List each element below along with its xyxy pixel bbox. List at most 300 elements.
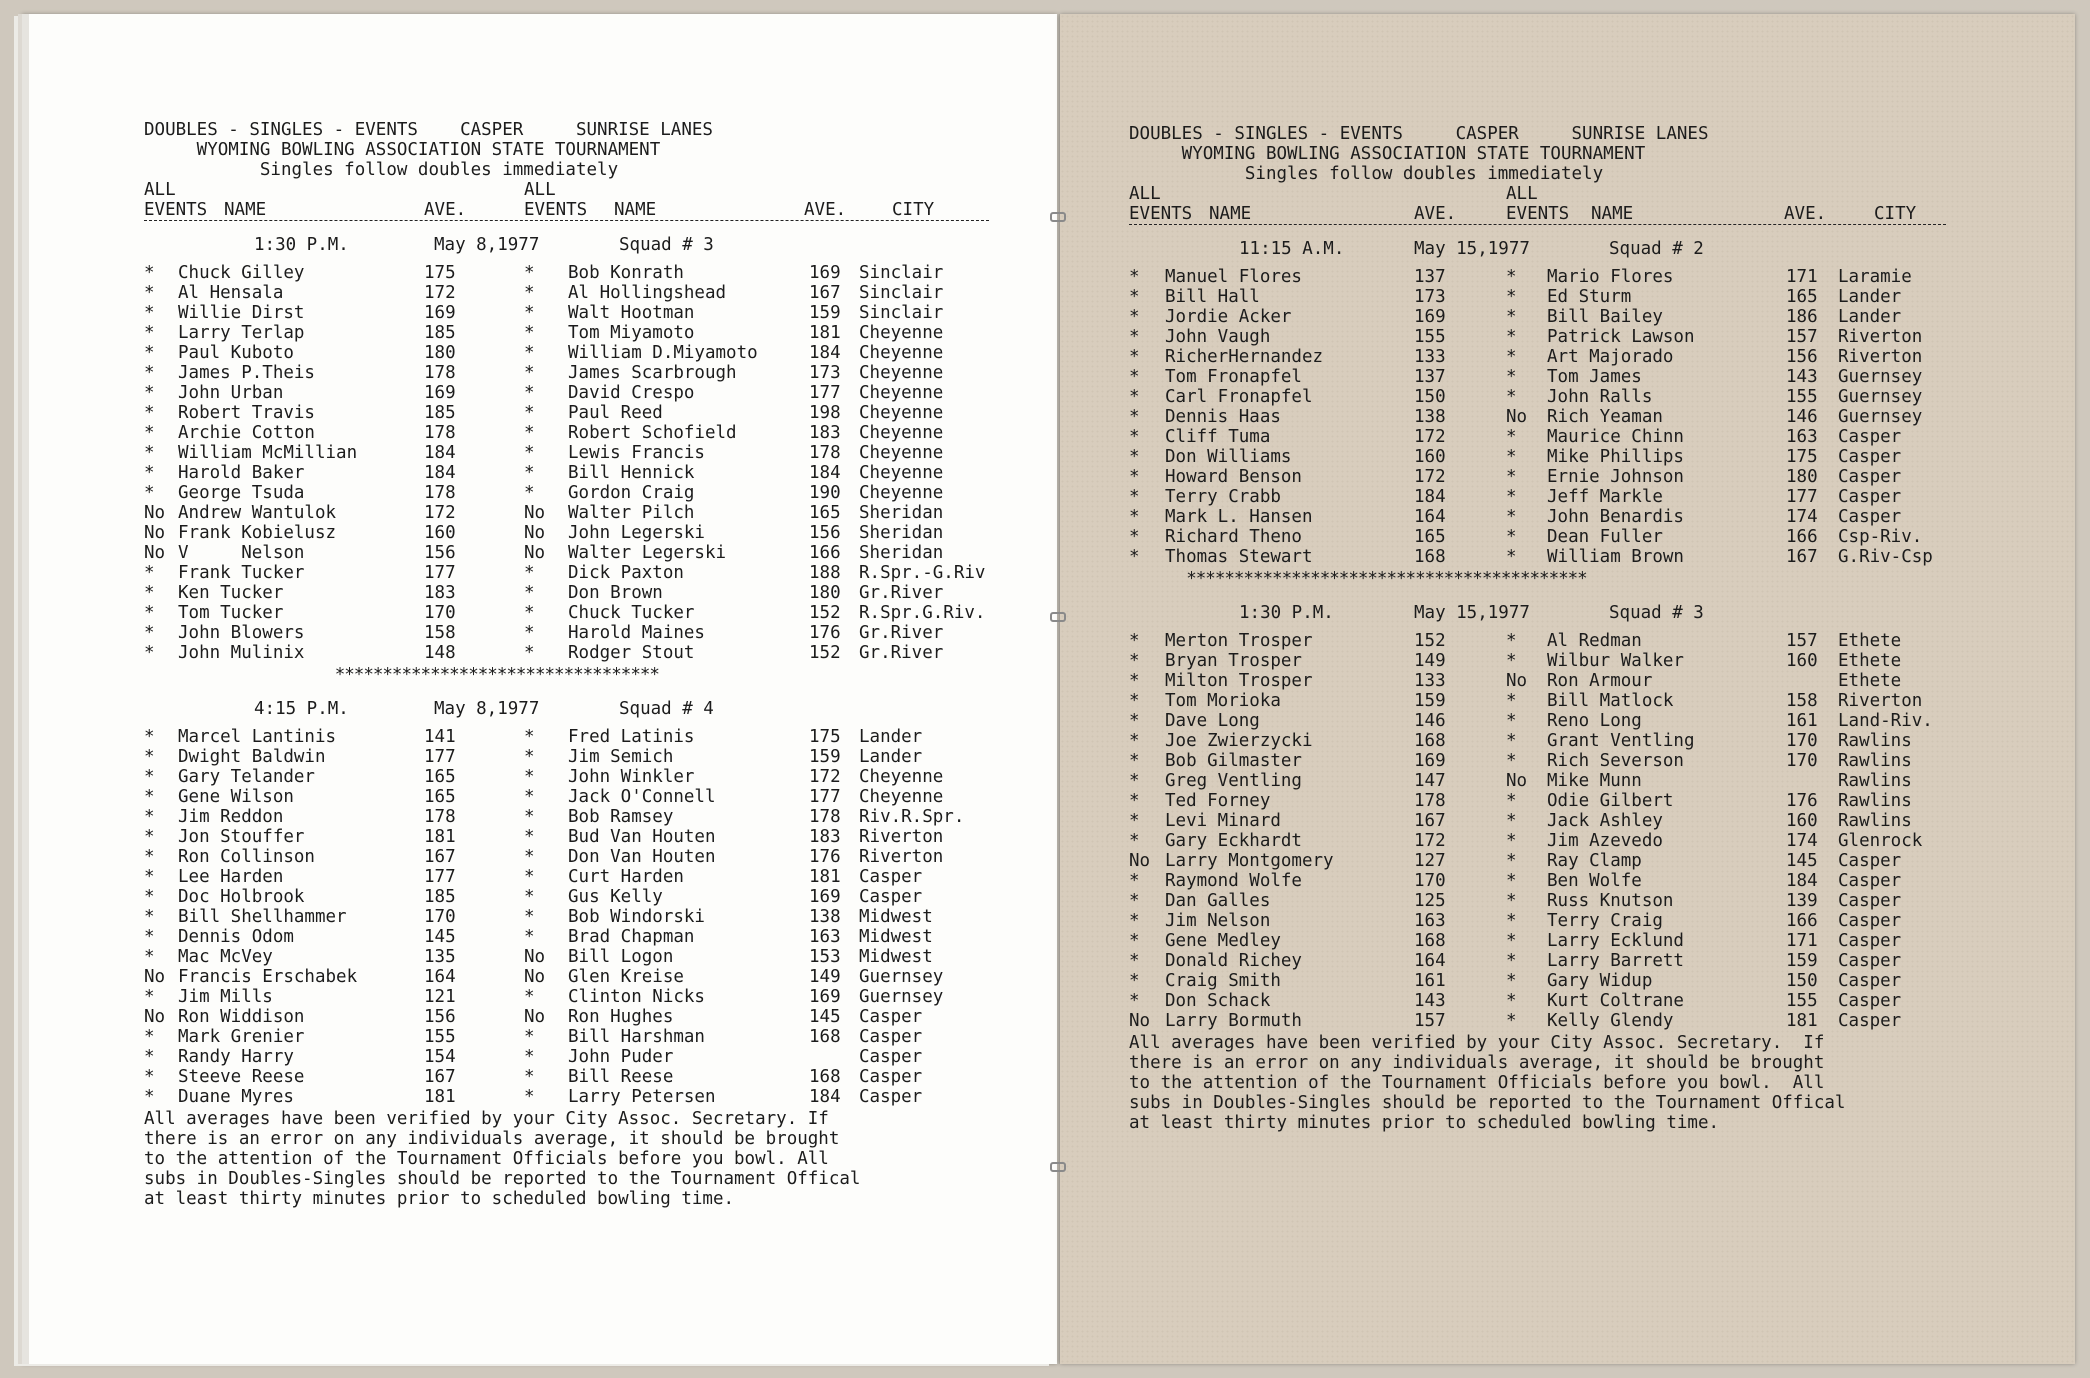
all-events-1: *	[1129, 387, 1140, 407]
average-1: 156	[424, 1007, 456, 1027]
bowler-name-1: Dave Long	[1165, 711, 1260, 731]
city: Casper	[1838, 851, 1902, 871]
all-events-1: *	[144, 363, 155, 383]
bowler-name-2: Ed Sturm	[1547, 287, 1632, 307]
all-events-1: *	[144, 847, 155, 867]
average-2: 184	[1786, 871, 1818, 891]
staple-middle	[1050, 612, 1066, 622]
bowler-name-2: Gary Widup	[1547, 971, 1653, 991]
footer-line: there is an error on any individuals average, it should be brought	[144, 1129, 840, 1149]
bowler-name-1: Donald Richey	[1165, 951, 1302, 971]
all-events-2: *	[524, 867, 535, 887]
bowler-row	[144, 383, 989, 403]
bowler-name-1: Dennis Odom	[178, 927, 294, 947]
all-events-1: *	[1129, 447, 1140, 467]
average-1: 165	[424, 767, 456, 787]
city: Casper	[1838, 991, 1902, 1011]
all-events-2: No	[524, 967, 546, 987]
city: Riv.R.Spr.	[859, 807, 965, 827]
all-events-2: *	[1506, 951, 1517, 971]
city: R.Spr.G.Riv.	[859, 603, 986, 623]
average-1: 169	[1414, 751, 1446, 771]
all-events-1: No	[144, 523, 166, 543]
city: G.Riv-Csp	[1838, 547, 1933, 567]
city: Glenrock	[1838, 831, 1923, 851]
average-1: 167	[1414, 811, 1446, 831]
bowler-name-2: Don Van Houten	[568, 847, 716, 867]
bowler-name-1: Archie Cotton	[178, 423, 315, 443]
all-events-2: No	[524, 947, 546, 967]
average-1: 181	[424, 1087, 456, 1107]
average-1: 178	[424, 807, 456, 827]
bowler-name-1: Jordie Acker	[1165, 307, 1292, 327]
bowler-name-1: William McMillian	[178, 443, 358, 463]
average-1: 184	[424, 443, 456, 463]
average-2: 183	[809, 423, 841, 443]
average-2: 152	[809, 603, 841, 623]
average-2: 177	[1786, 487, 1818, 507]
footer-line: All averages have been verified by your City Assoc. Secretary. If	[1129, 1033, 1825, 1053]
bowler-name-2: Bill Harshman	[568, 1027, 705, 1047]
squad-date: May 8,1977	[434, 699, 540, 719]
average-2: 160	[1786, 811, 1818, 831]
footer-line: at least thirty minutes prior to scheduled bowling time.	[144, 1189, 735, 1209]
column-heading-all1: ALL	[1129, 184, 1161, 204]
bowler-name-2: Bill Matlock	[1547, 691, 1674, 711]
city: Rawlins	[1838, 751, 1912, 771]
heading-rule	[1129, 224, 1946, 225]
bowler-name-2: John Puder	[568, 1047, 674, 1067]
all-events-1: *	[144, 423, 155, 443]
average-1: 160	[1414, 447, 1446, 467]
average-1: 156	[424, 543, 456, 563]
all-events-1: *	[1129, 891, 1140, 911]
city: Cheyenne	[859, 403, 944, 423]
city: Riverton	[1838, 327, 1923, 347]
average-1: 141	[424, 727, 456, 747]
average-1: 184	[424, 463, 456, 483]
average-1: 158	[424, 623, 456, 643]
squad-heading	[1129, 239, 1946, 259]
bowler-row	[1129, 951, 1946, 971]
average-2: 166	[1786, 527, 1818, 547]
average-2: 159	[809, 747, 841, 767]
bowler-name-1: Frank Tucker	[178, 563, 305, 583]
average-1: 133	[1414, 671, 1446, 691]
squad-time: 1:30 P.M.	[254, 235, 349, 255]
all-events-1: No	[144, 1007, 166, 1027]
separator-stars: ******************************************	[1129, 569, 1587, 589]
city: Cheyenne	[859, 383, 944, 403]
bowler-name-2: Art Majorado	[1547, 347, 1674, 367]
city: Sinclair	[859, 283, 944, 303]
all-events-1: *	[1129, 671, 1140, 691]
average-2: 143	[1786, 367, 1818, 387]
average-1: 148	[424, 643, 456, 663]
right-page	[1060, 14, 2075, 1364]
bowler-name-2: John Legerski	[568, 523, 705, 543]
average-1: 161	[1414, 971, 1446, 991]
bowler-name-2: Fred Latinis	[568, 727, 695, 747]
squad-time: 11:15 A.M.	[1239, 239, 1345, 259]
city: Midwest	[859, 927, 933, 947]
all-events-2: *	[1506, 507, 1517, 527]
bowler-name-1: Robert Travis	[178, 403, 315, 423]
all-events-2: *	[524, 907, 535, 927]
bowler-name-1: Tom Tucker	[178, 603, 284, 623]
average-1: 170	[1414, 871, 1446, 891]
all-events-1: *	[144, 1087, 155, 1107]
average-1: 149	[1414, 651, 1446, 671]
all-events-2: *	[1506, 287, 1517, 307]
average-1: 147	[1414, 771, 1446, 791]
bowler-name-1: Tom Morioka	[1165, 691, 1281, 711]
all-events-1: *	[1129, 691, 1140, 711]
bowler-row	[1129, 651, 1946, 671]
city: Gr.River	[859, 643, 944, 663]
average-1: 157	[1414, 1011, 1446, 1031]
bowler-name-1: Francis Erschabek	[178, 967, 358, 987]
bowler-name-2: Clinton Nicks	[568, 987, 705, 1007]
all-events-2: *	[1506, 731, 1517, 751]
all-events-1: *	[1129, 487, 1140, 507]
all-events-1: No	[144, 967, 166, 987]
bowler-row	[144, 787, 989, 807]
all-events-1: *	[144, 867, 155, 887]
bowler-name-1: Gene Medley	[1165, 931, 1281, 951]
average-1: 143	[1414, 991, 1446, 1011]
all-events-1: *	[1129, 327, 1140, 347]
average-2: 184	[809, 343, 841, 363]
all-events-2: *	[1506, 891, 1517, 911]
all-events-2: No	[1506, 407, 1528, 427]
bowler-row	[144, 827, 989, 847]
city: Guernsey	[1838, 367, 1923, 387]
bowler-row	[1129, 991, 1946, 1011]
bowler-row	[1129, 971, 1946, 991]
bowler-row	[1129, 811, 1946, 831]
average-2: 163	[1786, 427, 1818, 447]
average-1: 160	[424, 523, 456, 543]
header-line: DOUBLES - SINGLES - EVENTS CASPER SUNRISE LANES	[144, 120, 713, 140]
bowler-name-2: Brad Chapman	[568, 927, 695, 947]
all-events-1: *	[1129, 267, 1140, 287]
squad-heading	[1129, 603, 1946, 623]
all-events-2: *	[524, 443, 535, 463]
bowler-row	[144, 1047, 989, 1067]
average-1: 127	[1414, 851, 1446, 871]
all-events-1: *	[144, 283, 155, 303]
average-1: 170	[424, 907, 456, 927]
bowler-name-1: Chuck Gilley	[178, 263, 305, 283]
bowler-row	[144, 927, 989, 947]
all-events-2: *	[1506, 1011, 1517, 1031]
average-2: 190	[809, 483, 841, 503]
bowler-name-1: Greg Ventling	[1165, 771, 1302, 791]
city: Cheyenne	[859, 343, 944, 363]
all-events-1: *	[1129, 911, 1140, 931]
column-heading-events2: EVENTS	[1506, 204, 1570, 224]
all-events-1: *	[144, 303, 155, 323]
header-line: WYOMING BOWLING ASSOCIATION STATE TOURNAMENT	[1129, 144, 1646, 164]
squad-number: Squad # 2	[1609, 239, 1704, 259]
all-events-2: *	[1506, 631, 1517, 651]
all-events-1: *	[144, 747, 155, 767]
city: Ethete	[1838, 671, 1902, 691]
bowler-name-2: Patrick Lawson	[1547, 327, 1695, 347]
average-2: 175	[1786, 447, 1818, 467]
squad-number: Squad # 3	[619, 235, 714, 255]
bowler-row	[144, 323, 989, 343]
average-2: 180	[1786, 467, 1818, 487]
heading-rule	[144, 220, 989, 221]
bowler-row	[144, 807, 989, 827]
bowler-row	[1129, 287, 1946, 307]
bowler-name-2: Terry Craig	[1547, 911, 1663, 931]
bowler-name-2: Jeff Markle	[1547, 487, 1663, 507]
bowler-name-1: Larry Bormuth	[1165, 1011, 1302, 1031]
average-1: 169	[424, 303, 456, 323]
bowler-name-1: John Urban	[178, 383, 284, 403]
all-events-2: *	[1506, 487, 1517, 507]
average-2: 161	[1786, 711, 1818, 731]
bowler-row	[1129, 851, 1946, 871]
all-events-2: *	[524, 767, 535, 787]
bowler-name-1: Jim Reddon	[178, 807, 284, 827]
bowler-row	[144, 867, 989, 887]
bowler-name-2: James Scarbrough	[568, 363, 737, 383]
bowler-name-1: John Vaugh	[1165, 327, 1271, 347]
city: Lander	[1838, 307, 1902, 327]
all-events-1: *	[144, 1027, 155, 1047]
all-events-1: *	[1129, 347, 1140, 367]
bowler-name-1: Howard Benson	[1165, 467, 1302, 487]
squad-number: Squad # 3	[1609, 603, 1704, 623]
bowler-row	[144, 303, 989, 323]
bowler-row	[144, 623, 989, 643]
city: Cheyenne	[859, 323, 944, 343]
bowler-name-1: John Blowers	[178, 623, 305, 643]
city: Rawlins	[1838, 771, 1912, 791]
average-1: 185	[424, 887, 456, 907]
footer-note	[1129, 1033, 1946, 1133]
average-2: 174	[1786, 831, 1818, 851]
all-events-2: No	[524, 1007, 546, 1027]
city: Casper	[1838, 507, 1902, 527]
bowler-name-1: Bryan Trosper	[1165, 651, 1302, 671]
bowler-name-1: Tom Fronapfel	[1165, 367, 1302, 387]
bowler-row	[144, 947, 989, 967]
bowler-name-2: Mike Phillips	[1547, 447, 1684, 467]
all-events-1: *	[144, 827, 155, 847]
city: Sheridan	[859, 523, 944, 543]
bowler-row	[144, 747, 989, 767]
city: Csp-Riv.	[1838, 527, 1923, 547]
city: Casper	[1838, 447, 1902, 467]
bowler-name-2: Tom James	[1547, 367, 1642, 387]
bowler-row	[1129, 671, 1946, 691]
all-events-1: No	[144, 543, 166, 563]
bowler-row	[144, 443, 989, 463]
squad-heading	[144, 235, 989, 255]
all-events-1: *	[144, 463, 155, 483]
average-2: 174	[1786, 507, 1818, 527]
average-2: 157	[1786, 327, 1818, 347]
all-events-1: *	[144, 563, 155, 583]
average-1: 180	[424, 343, 456, 363]
average-1: 181	[424, 827, 456, 847]
bowler-name-2: William D.Miyamoto	[568, 343, 758, 363]
all-events-1: *	[1129, 307, 1140, 327]
all-events-1: *	[1129, 651, 1140, 671]
average-2: 172	[809, 767, 841, 787]
city: Casper	[859, 1087, 923, 1107]
all-events-2: *	[1506, 467, 1517, 487]
bowler-name-1: Terry Crabb	[1165, 487, 1281, 507]
bowler-name-1: James P.Theis	[178, 363, 315, 383]
city: Lander	[859, 747, 923, 767]
all-events-1: *	[1129, 731, 1140, 751]
all-events-1: *	[144, 807, 155, 827]
bowler-row	[144, 887, 989, 907]
all-events-2: *	[524, 303, 535, 323]
average-2: 198	[809, 403, 841, 423]
bowler-name-1: Gary Telander	[178, 767, 315, 787]
bowler-row	[144, 583, 989, 603]
city: Casper	[859, 1027, 923, 1047]
bowler-name-2: Maurice Chinn	[1547, 427, 1684, 447]
column-heading-events1: EVENTS	[1129, 204, 1193, 224]
city: Cheyenne	[859, 767, 944, 787]
column-heading-name1: NAME	[224, 200, 267, 220]
bowler-name-2: Rich Yeaman	[1547, 407, 1663, 427]
all-events-2: *	[1506, 327, 1517, 347]
average-1: 137	[1414, 267, 1446, 287]
bowler-name-2: Bill Logon	[568, 947, 674, 967]
bowler-name-2: Jim Semich	[568, 747, 674, 767]
bowler-row	[1129, 691, 1946, 711]
all-events-1: No	[144, 503, 166, 523]
all-events-2: No	[1506, 671, 1528, 691]
bowler-name-1: V Nelson	[178, 543, 305, 563]
average-2: 156	[809, 523, 841, 543]
average-1: 184	[1414, 487, 1446, 507]
bowler-name-1: Doc Holbrook	[178, 887, 305, 907]
bowler-name-1: Frank Kobielusz	[178, 523, 337, 543]
all-events-2: *	[1506, 347, 1517, 367]
average-2: 181	[809, 867, 841, 887]
bowler-name-2: Wilbur Walker	[1547, 651, 1684, 671]
average-2: 145	[809, 1007, 841, 1027]
bowler-row	[144, 543, 989, 563]
bowler-name-1: Bill Shellhammer	[178, 907, 347, 927]
all-events-2: *	[1506, 831, 1517, 851]
average-2: 145	[1786, 851, 1818, 871]
bowler-name-1: Lee Harden	[178, 867, 284, 887]
bowler-name-2: Bill Reese	[568, 1067, 674, 1087]
bowler-row	[144, 463, 989, 483]
bowler-name-1: Craig Smith	[1165, 971, 1281, 991]
city: Casper	[1838, 891, 1902, 911]
column-heading-name2: NAME	[1591, 204, 1634, 224]
bowler-name-1: Al Hensala	[178, 283, 284, 303]
all-events-2: *	[524, 483, 535, 503]
all-events-1: *	[1129, 287, 1140, 307]
bowler-name-1: Larry Terlap	[178, 323, 305, 343]
bowler-row	[144, 847, 989, 867]
bowler-row	[144, 563, 989, 583]
city: Casper	[1838, 467, 1902, 487]
average-2: 175	[809, 727, 841, 747]
column-heading-events1: EVENTS	[144, 200, 208, 220]
left-page-content	[144, 120, 989, 1209]
bowler-row	[1129, 931, 1946, 951]
bowler-name-1: Cliff Tuma	[1165, 427, 1271, 447]
all-events-2: *	[1506, 971, 1517, 991]
all-events-1: *	[1129, 811, 1140, 831]
bowler-row	[1129, 307, 1946, 327]
all-events-2: *	[524, 807, 535, 827]
bowler-name-2: Ray Clamp	[1547, 851, 1642, 871]
city: Ethete	[1838, 651, 1902, 671]
average-2: 169	[809, 987, 841, 1007]
bowler-name-1: Larry Montgomery	[1165, 851, 1334, 871]
bowler-name-2: Al Redman	[1547, 631, 1642, 651]
all-events-1: *	[144, 263, 155, 283]
all-events-2: *	[524, 747, 535, 767]
all-events-2: *	[524, 343, 535, 363]
bowler-row	[144, 907, 989, 927]
bowler-row	[1129, 427, 1946, 447]
all-events-1: *	[144, 727, 155, 747]
bowler-row	[1129, 487, 1946, 507]
all-events-2: *	[524, 583, 535, 603]
all-events-2: *	[524, 1047, 535, 1067]
city: Casper	[859, 867, 923, 887]
footer-note	[144, 1109, 989, 1209]
all-events-2: *	[1506, 931, 1517, 951]
average-2: 165	[809, 503, 841, 523]
column-heading-all1: ALL	[144, 180, 176, 200]
all-events-2: *	[1506, 811, 1517, 831]
all-events-1: No	[1129, 1011, 1151, 1031]
average-1: 145	[424, 927, 456, 947]
bowler-name-2: Ernie Johnson	[1547, 467, 1684, 487]
average-2: 171	[1786, 267, 1818, 287]
average-1: 137	[1414, 367, 1446, 387]
average-2: 176	[809, 623, 841, 643]
average-2: 160	[1786, 651, 1818, 671]
all-events-1: No	[1129, 851, 1151, 871]
all-events-2: *	[1506, 791, 1517, 811]
bowler-row	[1129, 771, 1946, 791]
average-1: 150	[1414, 387, 1446, 407]
city: Casper	[1838, 931, 1902, 951]
bowler-name-1: Merton Trosper	[1165, 631, 1313, 651]
average-2: 167	[809, 283, 841, 303]
average-1: 168	[1414, 931, 1446, 951]
city: R.Spr.-G.Riv	[859, 563, 986, 583]
city: Guernsey	[1838, 387, 1923, 407]
average-1: 172	[1414, 467, 1446, 487]
bowler-name-1: Harold Baker	[178, 463, 305, 483]
all-events-1: *	[1129, 467, 1140, 487]
bowler-row	[144, 967, 989, 987]
bowler-row	[144, 987, 989, 1007]
bowler-name-1: John Mulinix	[178, 643, 305, 663]
average-2: 155	[1786, 991, 1818, 1011]
average-1: 183	[424, 583, 456, 603]
